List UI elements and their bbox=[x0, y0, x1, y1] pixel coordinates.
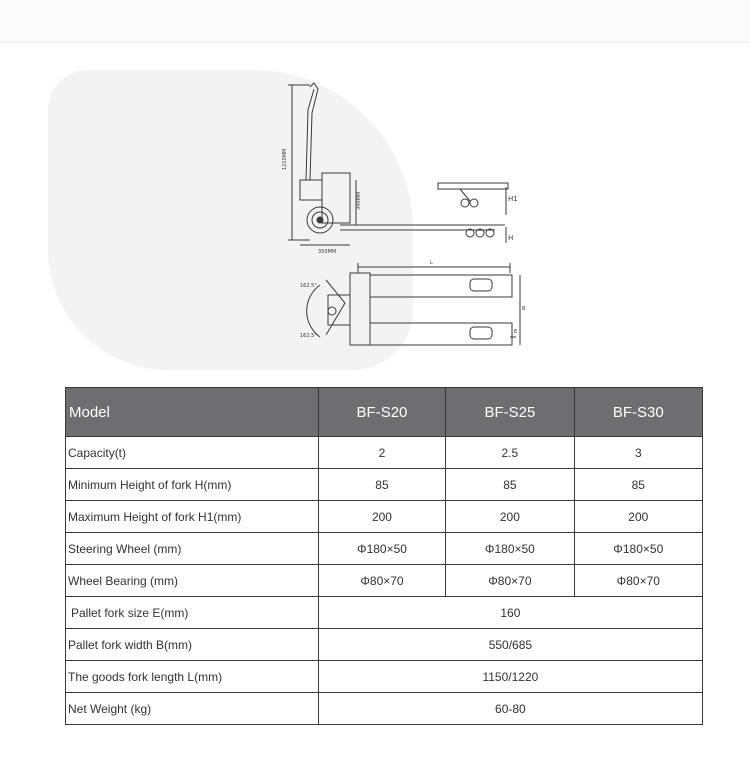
b-label: B bbox=[522, 306, 526, 312]
cell-value-merged: 550/685 bbox=[318, 629, 702, 661]
h1-label: H1 bbox=[508, 195, 518, 203]
base-label: 350MM bbox=[318, 249, 337, 255]
cell-value: 3 bbox=[574, 437, 702, 469]
height-label: 1210MM bbox=[282, 148, 288, 170]
table-row bbox=[66, 661, 703, 693]
cell-value: 200 bbox=[318, 501, 445, 533]
cell-value: Φ80×70 bbox=[574, 565, 702, 597]
header-bf-s25: BF-S25 bbox=[446, 388, 574, 437]
lower-fork-top bbox=[370, 323, 512, 345]
cell-value: Φ180×50 bbox=[318, 533, 445, 565]
side-view-labels bbox=[282, 149, 518, 255]
top-view bbox=[307, 263, 520, 345]
table-row bbox=[66, 597, 703, 629]
cell-value-merged: 160 bbox=[318, 597, 702, 629]
side-view bbox=[288, 83, 508, 245]
cell-value: 85 bbox=[318, 469, 445, 501]
row-label: Net Weight (kg) bbox=[66, 693, 319, 725]
row-label: Capacity(t) bbox=[66, 437, 319, 469]
raised-fork bbox=[438, 183, 508, 189]
spec-table bbox=[65, 387, 703, 725]
cell-value: 85 bbox=[446, 469, 574, 501]
cell-value-merged: 60-80 bbox=[318, 693, 702, 725]
header-model: Model bbox=[66, 388, 319, 437]
row-label: Minimum Height of fork H(mm) bbox=[66, 469, 319, 501]
pump-body bbox=[300, 180, 322, 200]
table-row bbox=[66, 437, 703, 469]
row-label: Maximum Height of fork H1(mm) bbox=[66, 501, 319, 533]
h-label: H bbox=[508, 234, 514, 242]
table-row bbox=[66, 629, 703, 661]
header-row bbox=[66, 388, 703, 437]
row-label: Wheel Bearing (mm) bbox=[66, 565, 319, 597]
table-row bbox=[66, 565, 703, 597]
header-bf-s30: BF-S30 bbox=[574, 388, 702, 437]
upper-fork bbox=[370, 275, 512, 297]
row-label: Pallet fork size E(mm) bbox=[66, 597, 319, 629]
l-label: L bbox=[430, 260, 433, 266]
table-row bbox=[66, 533, 703, 565]
row-label: Steering Wheel (mm) bbox=[66, 533, 319, 565]
cell-value: Φ180×50 bbox=[446, 533, 574, 565]
cell-value: 200 bbox=[574, 501, 702, 533]
e-label: E bbox=[514, 329, 518, 335]
cell-value: Φ80×70 bbox=[446, 565, 574, 597]
cell-value: 2.5 bbox=[446, 437, 574, 469]
cell-value: 2 bbox=[318, 437, 445, 469]
pallet-truck-diagram bbox=[270, 75, 530, 360]
angle-top-label: 162.5° bbox=[300, 283, 317, 289]
cell-value: Φ80×70 bbox=[318, 565, 445, 597]
cell-value: 85 bbox=[574, 469, 702, 501]
table-row bbox=[66, 693, 703, 725]
fork-frame bbox=[350, 273, 370, 345]
cell-value-merged: 1150/1220 bbox=[318, 661, 702, 693]
angle-bottom-label: 162.5° bbox=[300, 333, 317, 339]
row-label: Pallet fork width B(mm) bbox=[66, 629, 319, 661]
cell-value: Φ180×50 bbox=[574, 533, 702, 565]
depth-label: 340MM bbox=[356, 191, 362, 210]
cell-value: 200 bbox=[446, 501, 574, 533]
top-strip bbox=[0, 0, 750, 43]
table-row bbox=[66, 501, 703, 533]
steering-arc bbox=[307, 285, 320, 337]
header-bf-s20: BF-S20 bbox=[318, 388, 445, 437]
top-view-labels bbox=[300, 260, 526, 339]
row-label: The goods fork length L(mm) bbox=[66, 661, 319, 693]
table-row bbox=[66, 469, 703, 501]
